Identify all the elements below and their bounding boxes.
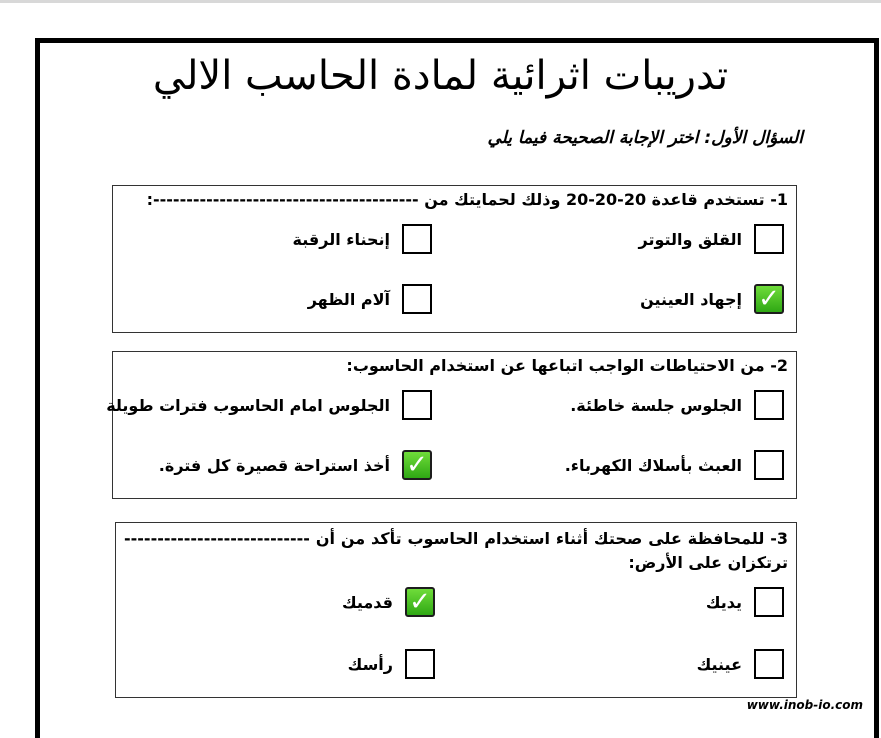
option-label: العبث بأسلاك الكهرباء. — [564, 455, 742, 475]
question-2-text: 2- من الاحتياطات الواجب اتباعها عن استخدام الحاسوب: — [346, 356, 788, 375]
question-1-option-4[interactable] — [308, 284, 432, 314]
question-2-option-3[interactable] — [565, 450, 784, 480]
question-1-text: 1- تستخدم قاعدة 20-20-20 وذلك لحمايتك من ----------------------------------------: — [146, 190, 788, 209]
checkbox-unchecked[interactable] — [754, 649, 784, 679]
page-title: تدريبات اثرائية لمادة الحاسب الالي — [152, 53, 729, 99]
question-3-option-2[interactable] — [342, 587, 435, 617]
watermark-url: www.inob-io.com — [743, 698, 867, 712]
option-label: الجلوس جلسة خاطئة. — [570, 395, 742, 415]
option-label: إنحناء الرقبة — [292, 229, 390, 249]
question-2-box — [106, 351, 797, 499]
question-1-option-2[interactable] — [293, 224, 432, 254]
option-label: الجلوس امام الحاسوب فترات طويلة — [106, 395, 390, 415]
check-icon: ✓ — [406, 450, 428, 480]
question-3-box — [115, 522, 797, 698]
checkbox-unchecked[interactable] — [402, 390, 432, 420]
checkbox-checked[interactable] — [405, 587, 435, 617]
checkbox-checked[interactable] — [402, 450, 432, 480]
option-label: آلام الظهر — [307, 289, 390, 309]
option-label: أخذ استراحة قصيرة كل فترة. — [158, 455, 390, 475]
question-3-text: 3- للمحافظة على صحتك أثناء استخدام الحاسوب تأكد من أن ---------------------------- ترتكزان على الأرض: — [124, 529, 788, 572]
checkbox-checked[interactable] — [754, 284, 784, 314]
check-icon: ✓ — [758, 284, 780, 314]
check-icon: ✓ — [409, 587, 431, 617]
question-3-option-4[interactable] — [348, 649, 435, 679]
option-label: يديك — [705, 592, 742, 612]
question-2-option-2[interactable] — [106, 390, 432, 420]
section-heading: السؤال الأول: اختر الإجابة الصحيحة فيما يلي — [487, 128, 803, 148]
option-label: قدميك — [341, 592, 393, 612]
top-divider — [0, 0, 881, 3]
question-3-option-3[interactable] — [697, 649, 784, 679]
checkbox-unchecked[interactable] — [754, 587, 784, 617]
checkbox-unchecked[interactable] — [402, 224, 432, 254]
question-3-option-1[interactable] — [706, 587, 784, 617]
question-1-box — [112, 185, 797, 333]
question-1-option-1[interactable] — [639, 224, 785, 254]
checkbox-unchecked[interactable] — [405, 649, 435, 679]
option-label: رأسك — [347, 654, 393, 674]
checkbox-unchecked[interactable] — [754, 390, 784, 420]
checkbox-unchecked[interactable] — [754, 450, 784, 480]
option-label: القلق والتوتر — [638, 229, 742, 249]
question-2-option-1[interactable] — [570, 390, 784, 420]
checkbox-unchecked[interactable] — [402, 284, 432, 314]
option-label: إجهاد العينين — [640, 289, 742, 309]
question-2-option-4[interactable] — [159, 450, 432, 480]
option-label: عينيك — [696, 654, 742, 674]
checkbox-unchecked[interactable] — [754, 224, 784, 254]
question-1-option-3[interactable] — [640, 284, 784, 314]
